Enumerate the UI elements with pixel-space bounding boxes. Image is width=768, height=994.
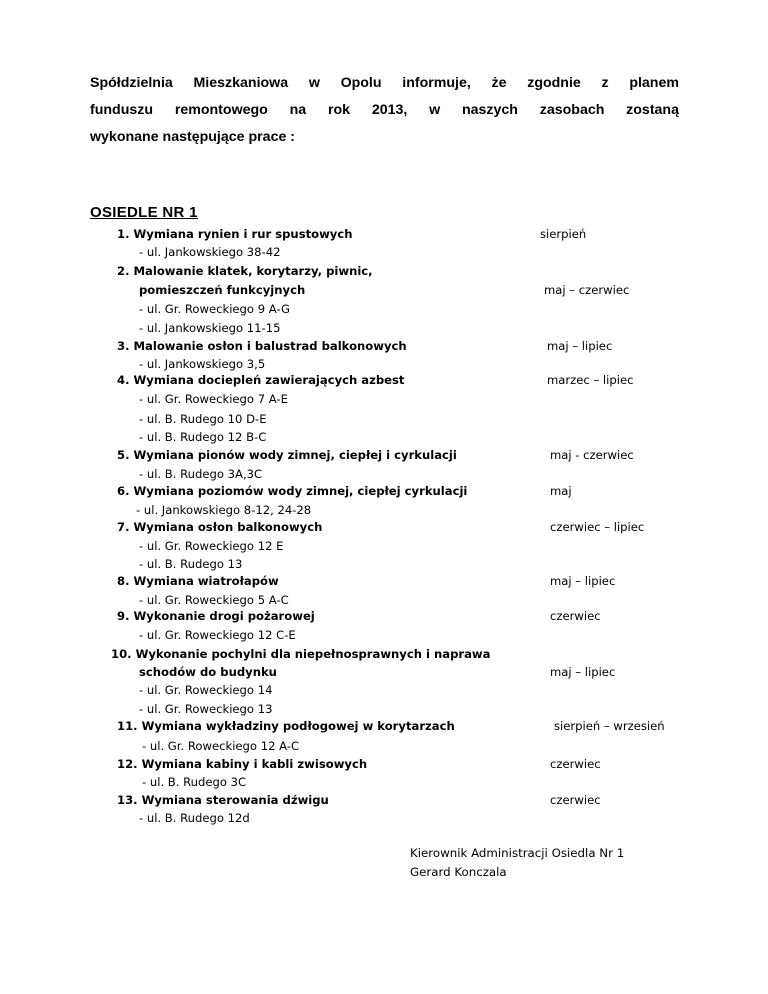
work-address-label: - ul. Gr. Roweckiego 5 A-C [139,593,289,607]
work-schedule: maj – lipiec [547,339,613,353]
intro-word: naszych [461,102,518,118]
work-item-label: 2. Malowanie klatek, korytarzy, piwnic, [117,264,373,278]
intro-line-3: wykonane następujące prace : [90,129,296,145]
work-schedule: maj – lipiec [550,665,616,679]
work-address-label: - ul. Jankowskiego 38-42 [139,245,281,259]
work-schedule: marzec – lipiec [547,373,634,387]
intro-line-1 [90,70,679,97]
work-address-label: - ul. Jankowskiego 8-12, 24-28 [136,503,312,517]
intro-paragraph [90,70,679,151]
intro-word: Mieszkaniowa [193,75,289,91]
work-address [0,773,768,792]
work-item-label: 8. Wymiana wiatrołapów [117,574,279,588]
intro-word: zgodnie [527,75,581,91]
work-address [0,626,768,645]
work-item-label: 1. Wymiana rynien i rur spustowych [117,227,353,241]
intro-word: zostaną [626,102,679,118]
work-item-label: 5. Wymiana pionów wody zimnej, ciepłej i cyrkulacji [117,448,457,462]
work-address-label: - ul. B. Rudego 12 B-C [139,430,267,444]
work-address-label: - ul. Gr. Roweckiego 13 [139,702,273,716]
intro-line-2 [90,97,679,124]
signature-title: Kierownik Administracji Osiedla Nr 1 [410,846,625,860]
work-address-label: - ul. B. Rudego 3A,3C [139,467,263,481]
signature-name: Gerard Konczala [410,865,507,879]
work-address [0,300,768,319]
work-schedule: maj [550,484,572,498]
work-address-label: - ul. B. Rudego 3C [142,775,247,789]
work-item [0,337,768,356]
work-item [0,482,768,501]
work-schedule: czerwiec [550,609,601,623]
work-address [0,390,768,409]
intro-word: planem [629,75,679,91]
work-address [0,737,768,756]
intro-word: Spółdzielnia [90,75,173,91]
work-address-label: - ul. Gr. Roweckiego 12 C-E [139,628,296,642]
work-schedule: czerwiec [550,793,601,807]
intro-word: że [491,75,507,91]
work-address-label: - ul. Jankowskiego 3,5 [139,357,266,371]
work-item [0,371,768,390]
intro-word: w [429,102,441,118]
intro-word: funduszu [90,102,154,118]
work-item [0,607,768,626]
work-address-label: - ul. B. Rudego 10 D-E [139,412,267,426]
work-schedule: sierpień [540,227,587,241]
work-item-label: 11. Wymiana wykładziny podłogowej w korytarzach [117,719,455,733]
work-item-label: 12. Wymiana kabiny i kabli zwisowych [117,757,368,771]
intro-word: w [308,75,320,91]
intro-word: informuje, [402,75,471,91]
work-item-label: 10. Wykonanie pochylni dla niepełnosprawnych i naprawa [111,647,491,661]
work-item-label: schodów do budynku [139,665,277,679]
intro-word: rok [327,102,351,118]
intro-word: zasobach [539,102,605,118]
work-item-label: 9. Wykonanie drogi pożarowej [117,609,315,623]
work-address [0,428,768,447]
work-address-label: - ul. B. Rudego 12d [139,811,250,825]
work-item [0,281,768,300]
work-item-label: 7. Wymiana osłon balkonowych [117,520,323,534]
work-address-label: - ul. Gr. Roweckiego 9 A-G [139,302,291,316]
work-item-label: pomieszczeń funkcyjnych [139,283,306,297]
work-address [0,319,768,338]
work-item [0,755,768,774]
work-item [0,262,768,281]
work-item-label: 4. Wymiana dociepleń zawierających azbest [117,373,405,387]
work-schedule: maj – lipiec [550,574,616,588]
work-address-label: - ul. Gr. Roweckiego 12 E [139,539,284,553]
work-item [0,717,768,736]
work-address-label: - ul. Gr. Roweckiego 14 [139,683,273,697]
work-address [0,243,768,262]
work-address [0,410,768,429]
work-schedule: czerwiec [550,757,601,771]
work-item-label: 13. Wymiana sterowania dźwigu [117,793,329,807]
work-address-label: - ul. Gr. Roweckiego 7 A-E [139,392,288,406]
work-item [0,572,768,591]
intro-word: 2013, [371,102,408,118]
work-item [0,225,768,244]
work-item [0,446,768,465]
work-schedule: czerwiec – lipiec [550,520,645,534]
work-schedule: maj - czerwiec [550,448,634,462]
intro-word: Opolu [340,75,382,91]
work-item-label: 6. Wymiana poziomów wody zimnej, ciepłej cyrkulacji [117,484,468,498]
work-address [0,537,768,556]
work-schedule: maj – czerwiec [544,283,630,297]
work-address-label: - ul. Gr. Roweckiego 12 A-C [142,739,300,753]
section-heading: OSIEDLE NR 1 [90,204,198,221]
work-address [0,681,768,700]
intro-word: remontowego [174,102,268,118]
work-item [0,663,768,682]
work-item-label: 3. Malowanie osłon i balustrad balkonowych [117,339,407,353]
work-item [0,791,768,810]
work-item [0,645,768,664]
intro-word: na [289,102,307,118]
work-address-label: - ul. Jankowskiego 11-15 [139,321,281,335]
work-address [0,809,768,828]
work-schedule: sierpień – wrzesień [554,719,665,733]
work-address-label: - ul. B. Rudego 13 [139,557,243,571]
intro-word: z [601,75,609,91]
work-item [0,518,768,537]
